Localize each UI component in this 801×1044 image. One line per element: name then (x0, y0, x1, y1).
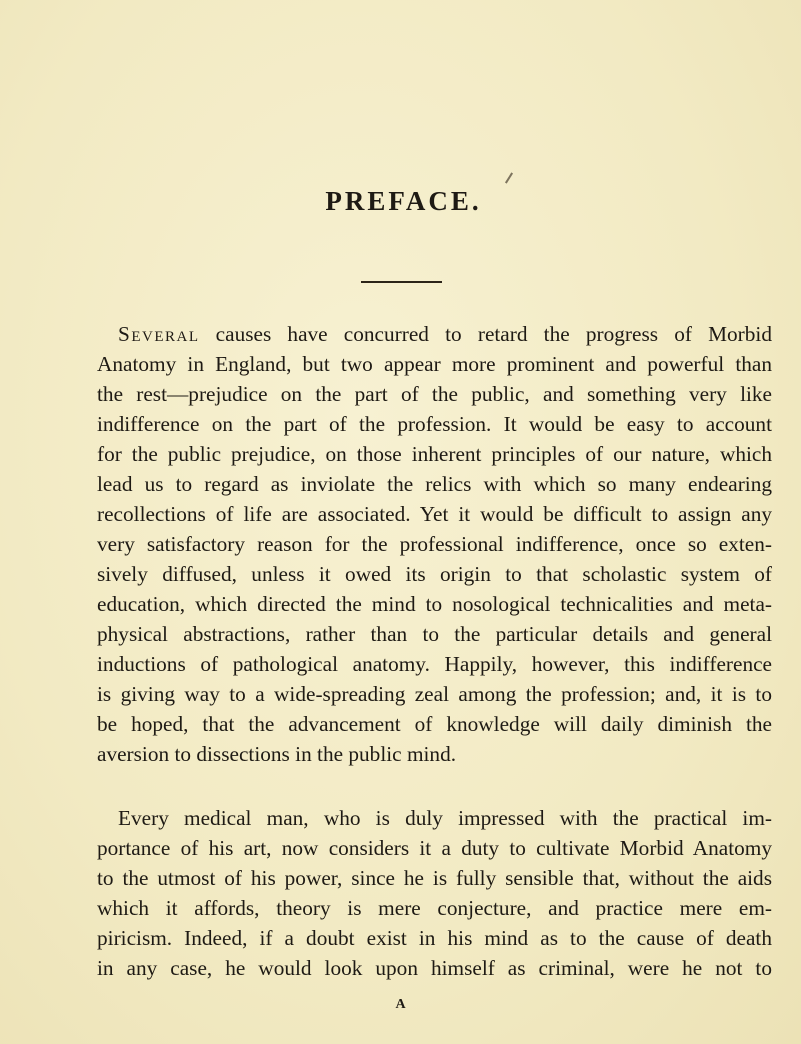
text-line: in any case, he would look upon himself as criminal, were he not to (97, 956, 772, 980)
text-line: physical abstractions, rather than to the particular details and general (97, 622, 772, 646)
text-line (118, 319, 772, 349)
text-line: lead us to regard as inviolate the relics with which so many endearing (97, 472, 772, 496)
text-line: indifference on the part of the profession. It would be easy to account (97, 412, 772, 436)
page-title: PREFACE. (325, 186, 482, 216)
signature-mark: A (395, 997, 406, 1012)
text-line: which it affords, theory is mere conjecture, and practice mere em- (97, 896, 772, 920)
text-line: Every medical man, who is duly impressed with the practical im- (118, 806, 772, 830)
lead-word: Several (118, 322, 200, 346)
text-line: is giving way to a wide-spreading zeal among the profession; and, it is to (97, 682, 772, 706)
line-text: causes have concurred to retard the progress of Morbid (199, 322, 772, 346)
text-line: Anatomy in England, but two appear more prominent and powerful than (97, 352, 772, 376)
text-line: inductions of pathological anatomy. Happily, however, this indifference (97, 652, 772, 676)
text-line: sively diffused, unless it owed its origin to that scholastic system of (97, 562, 772, 586)
title-rule (361, 281, 442, 283)
ink-mark (505, 172, 513, 183)
text-line: for the public prejudice, on those inherent principles of our nature, which (97, 442, 772, 466)
text-line: be hoped, that the advancement of knowledge will daily diminish the (97, 712, 772, 736)
text-line: recollections of life are associated. Yet it would be difficult to assign any (97, 502, 772, 526)
text-line: portance of his art, now considers it a duty to cultivate Morbid Anatomy (97, 836, 772, 860)
text-line: to the utmost of his power, since he is fully sensible that, without the aids (97, 866, 772, 890)
text-line: piricism. Indeed, if a doubt exist in his mind as to the cause of death (97, 926, 772, 950)
text-line: aversion to dissections in the public mind. (97, 742, 457, 766)
text-line: education, which directed the mind to nosological technicalities and meta- (97, 592, 772, 616)
text-line: very satisfactory reason for the professional indifference, once so exten- (97, 532, 772, 556)
text-line: the rest—prejudice on the part of the public, and something very like (97, 382, 772, 406)
